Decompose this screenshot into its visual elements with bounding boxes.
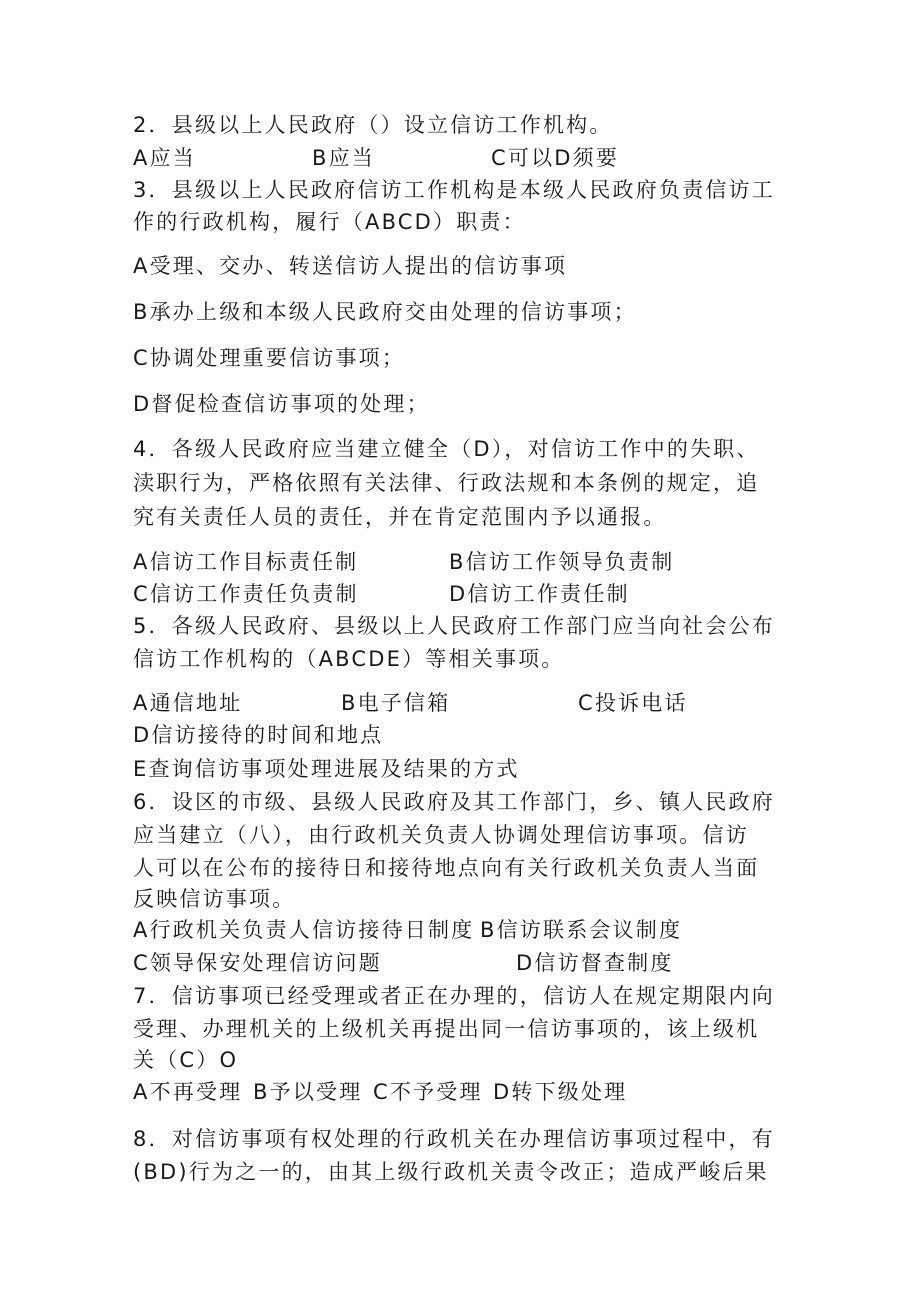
question-6-stem-line-2: 应当建立（八），由行政机关负责人协调处理信访事项。信访 <box>133 823 749 847</box>
option-d: D转下级处理 <box>493 1080 628 1104</box>
option-c: C信访工作责任负责制 <box>133 582 359 606</box>
option-c-d: C可以D须要 <box>491 146 620 170</box>
question-5-option-e: E查询信访事项处理进展及结果的方式 <box>133 757 520 781</box>
question-6-stem-line-4: 反映信访事项。 <box>133 887 296 911</box>
option-b: B信访工作领导负责制 <box>449 550 675 574</box>
question-6-stem-line-3: 人可以在公布的接待日和接待地点向有关行政机关负责人当面 <box>133 856 760 880</box>
question-5-stem-line-1: 5．各级人民政府、县级以上人民政府工作部门应当向社会公布 <box>133 614 775 638</box>
question-6-stem-line-1: 6．设区的市级、县级人民政府及其工作部门，乡、镇人民政府 <box>133 790 775 814</box>
question-3-option-b: B承办上级和本级人民政府交由处理的信访事项； <box>133 300 637 324</box>
option-a: A行政机关负责人信访接待日制度 <box>133 918 475 942</box>
question-5-option-d: D信访接待的时间和地点 <box>133 723 384 747</box>
option-b: B予以受理 <box>253 1080 363 1104</box>
question-3-stem-line-1: 3．县级以上人民政府信访工作机构是本级人民政府负责信访工 <box>133 178 775 202</box>
option-a: A通信地址 <box>133 691 243 715</box>
option-c: C不予受理 <box>373 1080 483 1104</box>
question-7-stem-line-2: 受理、办理机关的上级机关再提出同一信访事项的，该上级机 <box>133 1017 760 1041</box>
option-b: B应当 <box>312 146 376 170</box>
question-4-stem-line-1: 4．各级人民政府应当建立健全（D），对信访工作中的失职、 <box>133 437 760 461</box>
question-3-option-a: A受理、交办、转送信访人提出的信访事项 <box>133 254 568 278</box>
option-d: D信访工作责任制 <box>449 582 630 606</box>
question-5-stem-line-2: 信访工作机构的（ABCDE）等相关事项。 <box>133 647 565 671</box>
option-c: C领导保安处理信访问题 <box>133 951 382 975</box>
question-3-stem-line-2: 作的行政机构，履行（ABCD）职责： <box>133 210 526 234</box>
question-7-stem-line-3: 关（C）O <box>133 1048 239 1072</box>
question-2-stem: 2．县级以上人民政府（）设立信访工作机构。 <box>133 113 613 137</box>
option-a: A信访工作目标责任制 <box>133 550 359 574</box>
question-4-stem-line-3: 究有关责任人员的责任，并在肯定范围内予以通报。 <box>133 505 667 529</box>
option-a: A不再受理 <box>133 1080 243 1104</box>
question-8-stem-line-1: 8．对信访事项有权处理的行政机关在办理信访事项过程中，有 <box>133 1127 775 1151</box>
option-c: C投诉电话 <box>578 691 688 715</box>
option-d: D信访督查制度 <box>516 951 674 975</box>
question-7-stem-line-1: 7．信访事项已经受理或者正在办理的，信访人在规定期限内向 <box>133 984 775 1008</box>
question-3-option-d: D督促检查信访事项的处理； <box>133 392 430 416</box>
question-4-stem-line-2: 渎职行为，严格依照有关法律、行政法规和本条例的规定，追 <box>133 471 760 495</box>
option-a: A应当 <box>133 146 196 170</box>
option-b: B信访联系会议制度 <box>480 918 683 942</box>
question-3-option-c: C协调处理重要信访事项； <box>133 346 406 370</box>
option-b: B电子信箱 <box>341 691 451 715</box>
question-8-stem-line-2: (BD)行为之一的，由其上级行政机关责令改正；造成严峻后果 <box>133 1160 769 1184</box>
